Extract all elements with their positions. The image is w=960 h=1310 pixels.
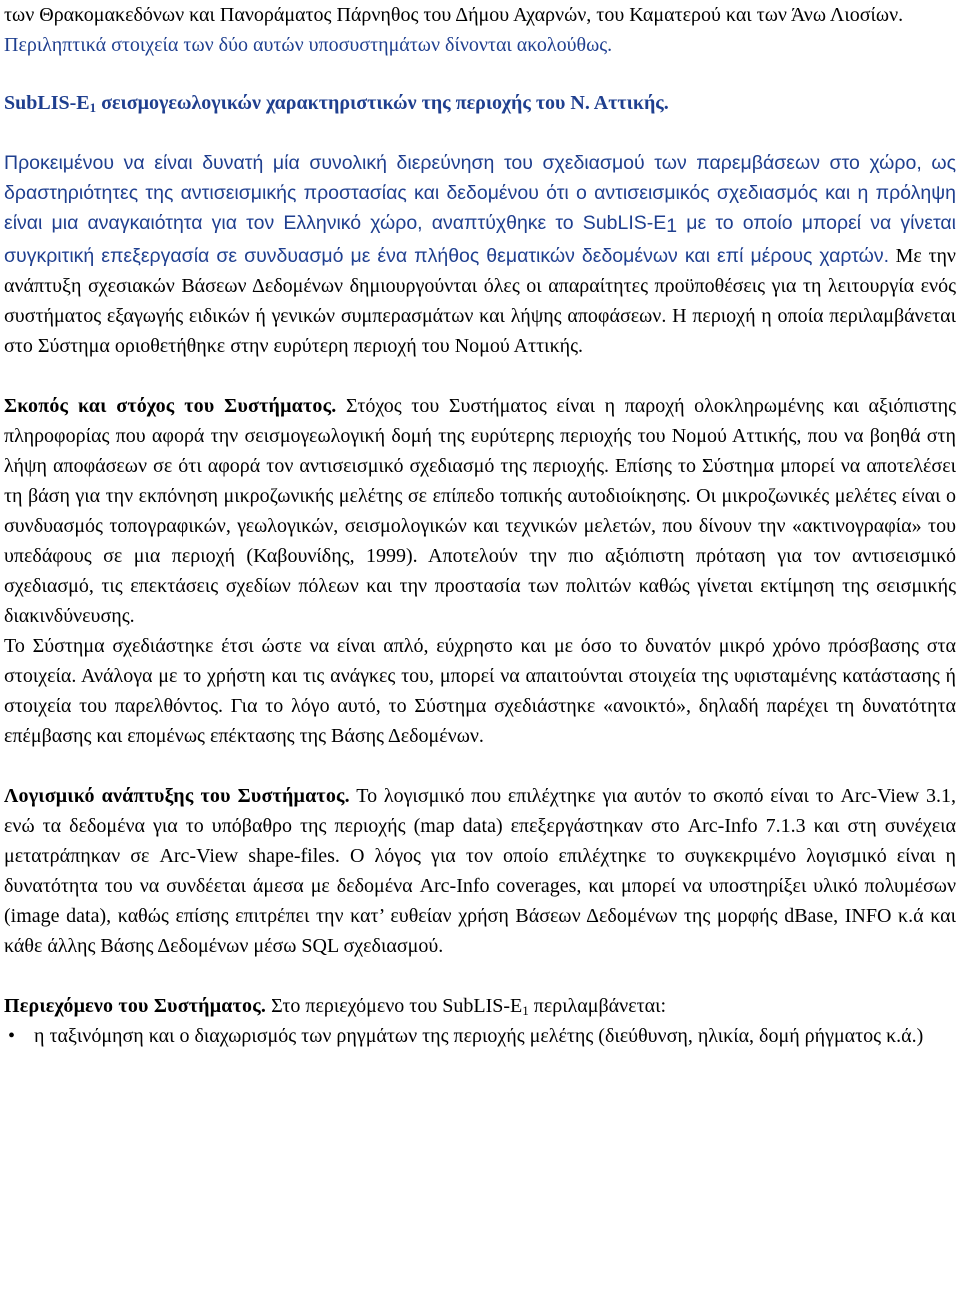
intro-paragraph — [4, 0, 956, 30]
section2-text-2: Το Σύστημα σχεδιάστηκε έτσι ώστε να είναι απλό, εύχρηστο και με όσο το δυνατόν μικρό χρόνο πρόσβασης στα στοιχεία. Ανάλογα με το χρήστη και τις ανάγκες του, μπορεί να απαιτούνται στοιχεία της υφισταμένης κατάστασης ή στοιχεία του παρελθόντος. Για το λόγο αυτό, το Σύστημα σχεδιάστηκε «ανοικτό», δηλαδή παρέχει τη δυνατότητα επέμβασης και επομένως επέκτασης της Βάσης Δεδομένων. — [4, 635, 956, 747]
spacer — [4, 60, 956, 88]
section2-text: Στόχος του Συστήματος είναι η παροχή ολοκληρωμένης και αξιόπιστης πληροφορίας που αφορά την σεισμογεωλογική δομή της ευρύτερης περιοχής του Νομού Αττικής, που να βοηθά στη λήψη αποφάσεων σε ότι αφορά τον αντισεισμικό σχεδιασμό της περιοχής. Επίσης το Σύστημα μπορεί να αποτελέσει τη βάση για την εκπόνηση μικροζωνικής μελέτης σε επίπεδο τοπικής αυτοδιοίκησης. Οι μικροζωνικές μελέτες είναι ο συνδυασμός τοπογραφικών, γεωλογικών, σεισμολογικών και τεχνικών μελετών, που δίνουν την «ακτινογραφία» του υπεδάφους σε μια περιοχή (Καβουνίδης, 1999). Αποτελούν την πιο αξιόπιστη πρόταση για τον αντισεισμικό σχεδιασμό, τις επεκτάσεις σχεδίων πόλεων και την προστασία των πολιτών καθώς γίνεται εκτίμηση της σεισμικής διακινδύνευσης. — [4, 395, 956, 627]
section1-text-sans-2: με το οποίο μπορεί να γίνεται συγκριτική επεξεργασία σε συνδυασμό με ένα πλήθος θεματικών δεδομένων και επί μέρους χαρτών. — [4, 212, 956, 267]
section3-label: Λογισμικό ανάπτυξης του Συστήματος. — [4, 785, 350, 807]
section2-paragraph — [4, 391, 956, 631]
spacer — [4, 961, 956, 991]
section4-paragraph — [4, 991, 956, 1021]
spacer — [4, 751, 956, 781]
spacer — [4, 361, 956, 391]
section1-text-sans: Προκειμένου να είναι δυνατή μία συνολική διερεύνηση του σχεδιασμού των παρεμβάσεων στο χώρο, ως δραστηριότητες της αντισεισμικής προστασίας και δεδομένου ότι ο αντισεισμικός σχεδιασμός και η πρόληψη είναι μια αναγκαιότητα για τον Ελληνικό χώρο, αναπτύχθηκε το SubLIS-E — [4, 152, 956, 234]
section1-paragraph — [4, 148, 956, 361]
section3-text: Το λογισμικό που επιλέχτηκε για αυτόν το σκοπό είναι το Arc-View 3.1, ενώ τα δεδομένα για το υπόβαθρο της περιοχής (map data) επεξεργάστηκαν στο Arc-Info 7.1.3 και στη συνέχεια μετατράπηκαν σε Arc-View shape-files. Ο λόγος για τον οποίο επιλέχτηκε το συγκεκριμένο λογισμικό είναι η δυνατότητα του να συνδέεται άμεσα με δεδομένα Arc-Info coverages, και μπορεί να υποστηρίξει υλικό πολυμέσων (image data), καθώς επίσης επιτρέπει την κατ’ ευθείαν χρήση Βάσεων Δεδομένων της μορφής dBase, INFO κ.ά και κάθε άλλης Βάσης Δεδομένων μέσω SQL σχεδιασμού. — [4, 785, 956, 957]
section4-text: Στο περιεχόμενο του SubLIS-E — [266, 995, 523, 1017]
intro-line-1: των Θρακομακεδόνων και Πανοράματος Πάρνηθος του Δήμου Αχαρνών, του Καματερού και των Άνω Λιοσίων. — [4, 4, 904, 26]
heading-part: SubLIS-E — [4, 92, 90, 114]
content-list — [4, 1021, 956, 1051]
section-heading-sublis — [4, 88, 956, 118]
intro-summary-text: Περιληπτικά στοιχεία των δύο αυτών υποσυστημάτων δίνονται ακολούθως. — [4, 34, 613, 56]
section4-text-end: περιλαμβάνεται: — [528, 995, 667, 1017]
section2-label: Σκοπός και στόχος του Συστήματος. — [4, 395, 337, 417]
list-item-text: η ταξινόμηση και ο διαχωρισμός των ρηγμάτων της περιοχής μελέτης (διεύθυνση, ηλικία, δομή ρήγματος κ.ά.) — [34, 1025, 924, 1047]
intro-summary — [4, 30, 956, 60]
section1-text-serif: Με την ανάπτυξη σχεσιακών Βάσεων Δεδομένων δημιουργούνται όλες οι απαραίτητες προϋποθέσεις για τη λειτουργία ενός συστήματος εξαγωγής ειδικών ή γενικών συμπερασμάτων και λήψης αποφάσεων. Η περιοχή η οποία περιλαμβάνεται στο Σύστημα οριοθετήθηκε στην ευρύτερη περιοχή του Νομού Αττικής. — [4, 245, 956, 357]
section4-subscript: 1 — [522, 1003, 529, 1018]
section4-label: Περιεχόμενο του Συστήματος. — [4, 995, 267, 1017]
list-item — [8, 1021, 956, 1051]
section2-paragraph-2 — [4, 631, 956, 751]
section3-paragraph — [4, 781, 956, 961]
bullet-icon: • — [8, 1025, 16, 1047]
spacer — [4, 118, 956, 148]
heading-subscript: 1 — [89, 100, 97, 115]
heading-part: σεισμογεωλογικών χαρακτηριστικών της περιοχής του Ν. Αττικής. — [96, 92, 669, 114]
section1-subscript: 1 — [666, 215, 678, 237]
